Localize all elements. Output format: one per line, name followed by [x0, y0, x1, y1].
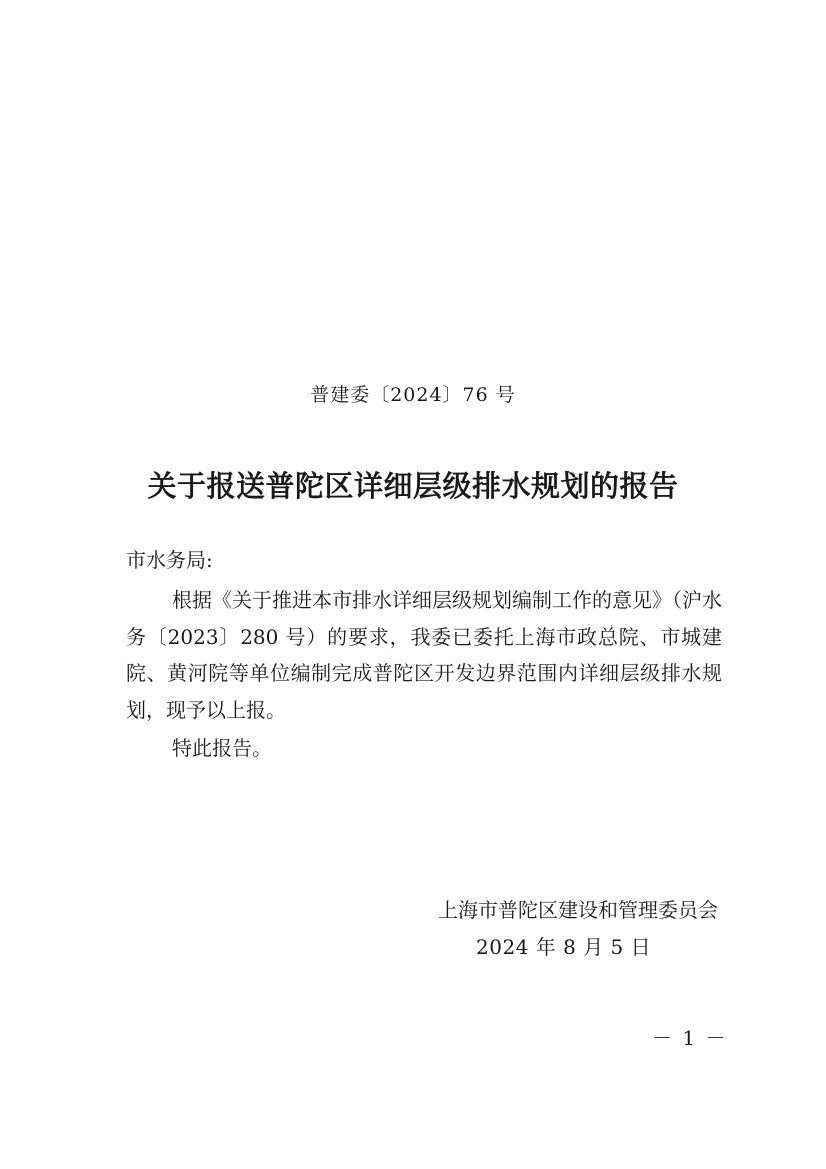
closing-text: 特此报告。 — [172, 736, 272, 760]
body-paragraph: 根据《关于推进本市排水详细层级规划编制工作的意见》（沪水务〔2023〕280 号）的要求，我委已委托上海市政总院、市城建院、黄河院等单位编制完成普陀区开发边界范围内详细层级排水规划，现予以上报。 — [126, 588, 722, 722]
salutation: 市水务局: — [126, 548, 213, 572]
signature-organization: 上海市普陀区建设和管理委员会 — [438, 898, 718, 922]
page-number: － 1 － — [652, 1026, 728, 1050]
document-date: 2024 年 8 月 5 日 — [476, 935, 652, 959]
document-title: 关于报送普陀区详细层级排水规划的报告 — [147, 469, 679, 503]
document-number: 普建委〔2024〕76 号 — [310, 384, 516, 406]
